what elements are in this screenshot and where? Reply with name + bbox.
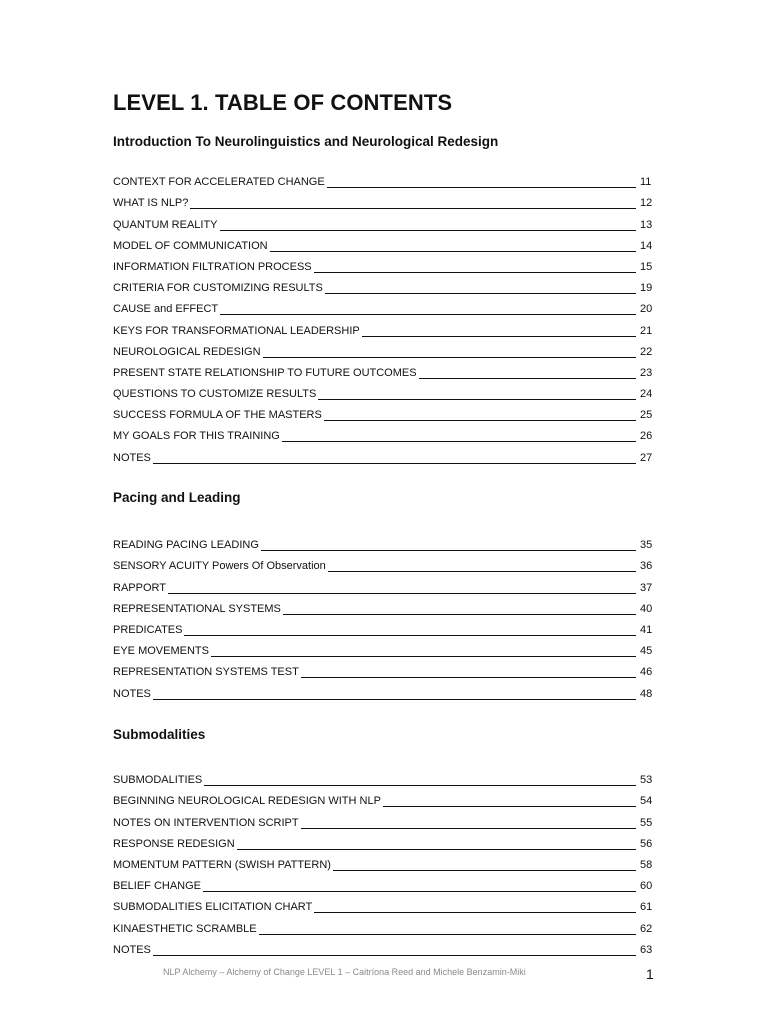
toc-leader-line <box>190 207 636 209</box>
toc-entry[interactable] <box>113 422 656 443</box>
toc-leader-line <box>220 313 636 315</box>
toc-leader-line <box>327 186 636 188</box>
toc-entry-title: NOTES <box>113 451 151 464</box>
toc-entry[interactable] <box>113 316 656 337</box>
toc-entry-page-number: 13 <box>640 218 653 231</box>
toc-entry-page-number: 23 <box>640 366 653 379</box>
toc-leader-line <box>263 356 636 358</box>
toc-entry-page-number: 12 <box>640 197 653 210</box>
toc-leader-line <box>203 890 636 892</box>
toc-entry-title: MY GOALS FOR THIS TRAINING <box>113 430 280 443</box>
toc-entry[interactable] <box>113 616 656 637</box>
toc-entry-page-number: 46 <box>640 666 653 679</box>
toc-entry-page-number: 56 <box>640 837 653 850</box>
toc-entry-page-number: 48 <box>640 687 653 700</box>
toc-entry[interactable] <box>113 168 656 189</box>
toc-leader-line <box>301 827 636 829</box>
toc-entry-title: CRITERIA FOR CUSTOMIZING RESULTS <box>113 282 323 295</box>
toc-entry[interactable] <box>113 380 656 401</box>
toc-entry[interactable] <box>113 808 656 829</box>
page-number: 1 <box>646 966 654 982</box>
toc-entry[interactable] <box>113 253 656 274</box>
page-title: LEVEL 1. TABLE OF CONTENTS <box>113 90 453 115</box>
toc-leader-line <box>259 933 636 935</box>
toc-entry-page-number: 41 <box>640 623 653 636</box>
section-heading-pacing-leading: Pacing and Leading <box>113 490 241 505</box>
toc-entry-page-number: 14 <box>640 239 653 252</box>
toc-entry-page-number: 63 <box>640 943 653 956</box>
toc-entry[interactable] <box>113 359 656 380</box>
toc-entry[interactable] <box>113 936 656 957</box>
toc-entry[interactable] <box>113 637 656 658</box>
toc-entry-title: QUANTUM REALITY <box>113 218 218 231</box>
toc-entry-title: INFORMATION FILTRATION PROCESS <box>113 260 312 273</box>
toc-leader-line <box>318 398 636 400</box>
toc-entry-title: SUCCESS FORMULA OF THE MASTERS <box>113 409 322 422</box>
toc-entry-title: PRESENT STATE RELATIONSHIP TO FUTURE OUTCOMES <box>113 366 417 379</box>
toc-entry-title: SUBMODALITIES ELICITATION CHART <box>113 901 313 914</box>
toc-entry-page-number: 62 <box>640 922 653 935</box>
toc-entry[interactable] <box>113 552 656 573</box>
toc-entry-title: RAPPORT <box>113 581 166 594</box>
toc-leader-line <box>325 292 636 294</box>
toc-entry[interactable] <box>113 210 656 231</box>
toc-entry-title: QUESTIONS TO CUSTOMIZE RESULTS <box>113 388 317 401</box>
toc-leader-line <box>237 848 636 850</box>
toc-leader-line <box>301 676 636 678</box>
toc-entry-page-number: 45 <box>640 645 653 658</box>
toc-entry-page-number: 40 <box>640 602 653 615</box>
toc-leader-line <box>314 911 636 913</box>
toc-entry-page-number: 20 <box>640 303 653 316</box>
toc-entry[interactable] <box>113 851 656 872</box>
toc-entry[interactable] <box>113 595 656 616</box>
toc-leader-line <box>220 229 636 231</box>
toc-entry[interactable] <box>113 679 656 700</box>
toc-entry[interactable] <box>113 189 656 210</box>
toc-entry[interactable] <box>113 443 656 464</box>
toc-entry-page-number: 58 <box>640 858 653 871</box>
toc-leader-line <box>314 271 636 273</box>
toc-entry-title: NOTES <box>113 687 151 700</box>
toc-entry-page-number: 24 <box>640 388 653 401</box>
toc-entry-page-number: 53 <box>640 774 653 787</box>
toc-entry[interactable] <box>113 872 656 893</box>
toc-leader-line <box>211 655 636 657</box>
section-heading-submodalities: Submodalities <box>113 727 206 742</box>
toc-entry-title: SUBMODALITIES <box>113 774 203 787</box>
toc-entry-page-number: 61 <box>640 901 653 914</box>
toc-entry-page-number: 19 <box>640 282 653 295</box>
toc-list-pacing-leading <box>113 531 656 701</box>
toc-entry-title: PREDICATES <box>113 623 183 636</box>
toc-entry-title: NEUROLOGICAL REDESIGN <box>113 345 261 358</box>
page-footer: NLP Alchemy – Alchemy of Change LEVEL 1 – Caitríona Reed and Michele Benzamin-Miki <box>163 967 526 977</box>
toc-leader-line <box>282 440 636 442</box>
toc-entry-title: KEYS FOR TRANSFORMATIONAL LEADERSHIP <box>113 324 360 337</box>
toc-leader-line <box>204 784 636 786</box>
toc-entry[interactable] <box>113 914 656 935</box>
toc-entry-page-number: 25 <box>640 409 653 422</box>
toc-entry[interactable] <box>113 787 656 808</box>
toc-leader-line <box>324 419 636 421</box>
toc-leader-line <box>333 869 636 871</box>
toc-entry[interactable] <box>113 573 656 594</box>
toc-leader-line <box>383 805 636 807</box>
section-heading-introduction: Introduction To Neurolinguistics and Neurological Redesign <box>113 134 499 149</box>
toc-entry-page-number: 36 <box>640 560 653 573</box>
toc-entry-page-number: 26 <box>640 430 653 443</box>
toc-entry-page-number: 35 <box>640 539 653 552</box>
toc-entry-page-number: 11 <box>640 176 652 189</box>
toc-leader-line <box>184 634 636 636</box>
toc-entry-title: MODEL OF COMMUNICATION <box>113 239 268 252</box>
toc-entry-title: SENSORY ACUITY Powers Of Observation <box>113 560 326 573</box>
toc-entry-page-number: 15 <box>640 260 653 273</box>
toc-entry[interactable] <box>113 893 656 914</box>
toc-entry[interactable] <box>113 338 656 359</box>
toc-leader-line <box>153 954 636 956</box>
toc-entry-title: MOMENTUM PATTERN (SWISH PATTERN) <box>113 858 331 871</box>
toc-entry-page-number: 27 <box>640 451 653 464</box>
toc-entry[interactable] <box>113 401 656 422</box>
toc-leader-line <box>270 250 636 252</box>
toc-leader-line <box>328 570 636 572</box>
toc-entry-title: CONTEXT FOR ACCELERATED CHANGE <box>113 176 325 189</box>
toc-entry-page-number: 37 <box>640 581 653 594</box>
toc-list-submodalities <box>113 766 656 957</box>
toc-entry-page-number: 54 <box>640 795 653 808</box>
toc-entry-page-number: 55 <box>640 816 653 829</box>
toc-entry[interactable] <box>113 766 656 787</box>
toc-entry-title: REPRESENTATION SYSTEMS TEST <box>113 666 299 679</box>
toc-entry-title: NOTES ON INTERVENTION SCRIPT <box>113 816 299 829</box>
toc-entry-title: BELIEF CHANGE <box>113 880 202 893</box>
toc-leader-line <box>261 549 636 551</box>
toc-entry-page-number: 22 <box>640 345 653 358</box>
toc-leader-line <box>168 592 636 594</box>
toc-entry-title: KINAESTHETIC SCRAMBLE <box>113 922 257 935</box>
toc-entry-page-number: 60 <box>640 880 653 893</box>
toc-entry-title: READING PACING LEADING <box>113 539 259 552</box>
toc-leader-line <box>419 377 636 379</box>
toc-entry-title: EYE MOVEMENTS <box>113 645 209 658</box>
toc-entry-title: NOTES <box>113 943 151 956</box>
toc-entry[interactable] <box>113 274 656 295</box>
toc-entry-page-number: 21 <box>640 324 653 337</box>
toc-leader-line <box>283 613 636 615</box>
toc-list-introduction <box>113 168 656 465</box>
toc-entry-title: WHAT IS NLP? <box>113 197 189 210</box>
toc-leader-line <box>153 462 636 464</box>
toc-entry-title: RESPONSE REDESIGN <box>113 837 235 850</box>
toc-entry[interactable] <box>113 658 656 679</box>
toc-entry[interactable] <box>113 232 656 253</box>
toc-entry[interactable] <box>113 830 656 851</box>
toc-entry-title: BEGINNING NEUROLOGICAL REDESIGN WITH NLP <box>113 795 381 808</box>
toc-leader-line <box>362 335 636 337</box>
toc-entry-title: REPRESENTATIONAL SYSTEMS <box>113 602 281 615</box>
toc-entry[interactable] <box>113 531 656 552</box>
toc-entry[interactable] <box>113 295 656 316</box>
toc-leader-line <box>153 698 636 700</box>
toc-entry-title: CAUSE and EFFECT <box>113 303 219 316</box>
